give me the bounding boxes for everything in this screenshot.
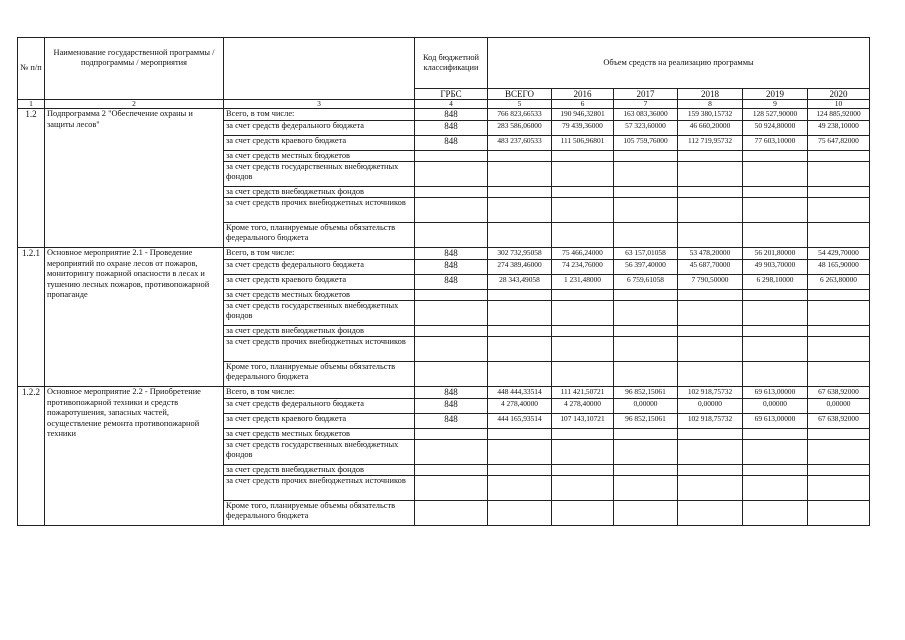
year-2017-cell: 96 852,15061 [614, 414, 678, 429]
grbs-cell [415, 501, 488, 526]
index-cell: 10 [808, 100, 870, 109]
funding-source: за счет средств местных бюджетов [224, 290, 415, 301]
year-2020-cell [808, 362, 870, 387]
total-cell [488, 290, 552, 301]
year-2019-cell [743, 223, 808, 248]
year-2017-cell: 6 759,61058 [614, 275, 678, 290]
year-2016-cell [552, 301, 614, 326]
year-2020-cell [808, 501, 870, 526]
program-funding-table [17, 37, 870, 526]
grbs-cell: 848 [415, 136, 488, 151]
item-name: Подпрограмма 2 "Обеспечение охраны и защиты лесов" [45, 109, 224, 248]
year-2020-header: 2020 [808, 89, 870, 100]
grbs-cell [415, 337, 488, 362]
year-2018-cell [678, 151, 743, 162]
funding-source: за счет средств федерального бюджета [224, 399, 415, 414]
year-2017-cell: 0,00000 [614, 399, 678, 414]
funding-source: за счет средств внебюджетных фондов [224, 326, 415, 337]
year-2019-cell [743, 440, 808, 465]
year-2018-cell: 159 380,15732 [678, 109, 743, 121]
grbs-cell [415, 301, 488, 326]
index-cell: 4 [415, 100, 488, 109]
year-2016-cell [552, 476, 614, 501]
grbs-cell: 848 [415, 414, 488, 429]
total-cell [488, 429, 552, 440]
grbs-cell [415, 440, 488, 465]
year-2018-header: 2018 [678, 89, 743, 100]
year-2017-cell [614, 223, 678, 248]
year-2020-cell [808, 429, 870, 440]
year-2018-cell: 102 918,75732 [678, 414, 743, 429]
year-2016-cell [552, 223, 614, 248]
funding-source: за счет средств местных бюджетов [224, 151, 415, 162]
total-cell [488, 301, 552, 326]
funding-source: за счет средств краевого бюджета [224, 275, 415, 290]
total-cell: 4 278,40000 [488, 399, 552, 414]
year-2020-cell: 49 238,10000 [808, 121, 870, 136]
year-2020-cell [808, 476, 870, 501]
grbs-cell [415, 223, 488, 248]
year-2018-cell [678, 337, 743, 362]
year-2020-cell [808, 301, 870, 326]
table-row [18, 387, 870, 399]
index-cell: 9 [743, 100, 808, 109]
year-2018-cell [678, 162, 743, 187]
year-2017-cell: 105 759,76000 [614, 136, 678, 151]
year-2017-cell [614, 151, 678, 162]
year-2017-cell [614, 362, 678, 387]
year-2018-cell [678, 326, 743, 337]
grbs-cell [415, 198, 488, 223]
total-header: ВСЕГО [488, 89, 552, 100]
funding-source: за счет средств внебюджетных фондов [224, 465, 415, 476]
year-2016-cell [552, 501, 614, 526]
year-2016-cell [552, 429, 614, 440]
year-2017-cell [614, 429, 678, 440]
year-2020-cell: 67 638,92000 [808, 414, 870, 429]
funding-source: Всего, в том числе: [224, 109, 415, 121]
year-2017-cell [614, 198, 678, 223]
year-2020-cell [808, 187, 870, 198]
grbs-cell [415, 151, 488, 162]
table-row [18, 248, 870, 260]
year-2017-cell [614, 501, 678, 526]
year-2017-cell [614, 290, 678, 301]
year-2019-cell [743, 429, 808, 440]
item-name: Основное мероприятие 2.2 - Приобретение противопожарной техники и средств пожаротушения, запасных частей, осуществление ремонта противопожарной техники [45, 387, 224, 526]
total-cell: 448 444,33514 [488, 387, 552, 399]
year-2017-cell [614, 440, 678, 465]
year-2018-cell [678, 223, 743, 248]
year-2019-cell [743, 362, 808, 387]
total-cell [488, 198, 552, 223]
grbs-header: ГРБС [415, 89, 488, 100]
year-2017-cell: 163 083,36000 [614, 109, 678, 121]
year-2016-cell: 74 234,76000 [552, 260, 614, 275]
funding-source: за счет средств федерального бюджета [224, 121, 415, 136]
index-cell: 5 [488, 100, 552, 109]
year-2018-cell: 45 687,70000 [678, 260, 743, 275]
year-2016-cell [552, 290, 614, 301]
year-2020-cell: 0,00000 [808, 399, 870, 414]
year-2017-cell [614, 465, 678, 476]
total-cell [488, 326, 552, 337]
total-cell [488, 465, 552, 476]
funding-source: Кроме того, планируемые объемы обязательств федерального бюджета [224, 362, 415, 387]
year-2017-cell: 63 157,01058 [614, 248, 678, 260]
year-2019-cell: 49 903,70000 [743, 260, 808, 275]
year-2019-cell: 6 298,10000 [743, 275, 808, 290]
grbs-cell [415, 362, 488, 387]
year-2016-cell [552, 465, 614, 476]
total-cell: 483 237,60533 [488, 136, 552, 151]
funding-source: за счет средств прочих внебюджетных источников [224, 198, 415, 223]
year-2019-cell [743, 151, 808, 162]
year-2018-cell [678, 465, 743, 476]
year-2016-cell [552, 198, 614, 223]
year-2016-cell: 75 466,24000 [552, 248, 614, 260]
year-2016-cell: 107 143,10721 [552, 414, 614, 429]
funding-source: за счет средств краевого бюджета [224, 136, 415, 151]
year-2017-cell: 56 397,40000 [614, 260, 678, 275]
item-number: 1.2.1 [18, 248, 45, 387]
funding-source: за счет средств государственных внебюджетных фондов [224, 301, 415, 326]
year-2016-cell [552, 326, 614, 337]
year-2016-cell: 79 439,36000 [552, 121, 614, 136]
total-cell [488, 151, 552, 162]
year-2020-cell [808, 326, 870, 337]
funding-source: за счет средств местных бюджетов [224, 429, 415, 440]
year-2016-cell: 190 946,32801 [552, 109, 614, 121]
year-2018-cell [678, 290, 743, 301]
year-2016-cell [552, 162, 614, 187]
total-cell [488, 223, 552, 248]
year-2018-cell: 7 790,50000 [678, 275, 743, 290]
year-2020-cell: 124 885,92000 [808, 109, 870, 121]
total-cell [488, 501, 552, 526]
funding-source: за счет средств прочих внебюджетных источников [224, 476, 415, 501]
col-no-header: № п/п [18, 38, 45, 100]
year-2019-cell: 69 613,00000 [743, 387, 808, 399]
funding-source: за счет средств прочих внебюджетных источников [224, 337, 415, 362]
year-2018-cell: 112 719,95732 [678, 136, 743, 151]
year-2019-cell [743, 187, 808, 198]
year-2016-cell [552, 187, 614, 198]
year-2017-cell [614, 476, 678, 501]
year-2018-cell [678, 187, 743, 198]
item-number: 1.2 [18, 109, 45, 248]
year-2018-cell: 46 660,20000 [678, 121, 743, 136]
funding-source: Кроме того, планируемые объемы обязательств федерального бюджета [224, 223, 415, 248]
total-cell: 283 586,06000 [488, 121, 552, 136]
item-name: Основное мероприятие 2.1 - Проведение мероприятий по охране лесов от пожаров, мониторингу пожарной опасности в лесах и тушению лесных пожаров, противопожарной пропаганде [45, 248, 224, 387]
total-cell: 28 343,49058 [488, 275, 552, 290]
year-2019-cell: 77 603,10000 [743, 136, 808, 151]
year-2020-cell: 6 263,80000 [808, 275, 870, 290]
funding-source: за счет средств государственных внебюджетных фондов [224, 440, 415, 465]
year-2017-cell [614, 326, 678, 337]
year-2018-cell [678, 301, 743, 326]
grbs-cell [415, 162, 488, 187]
year-2019-cell [743, 198, 808, 223]
year-2016-cell: 1 231,48000 [552, 275, 614, 290]
year-2017-cell [614, 301, 678, 326]
total-cell: 302 732,95058 [488, 248, 552, 260]
funding-source: Кроме того, планируемые объемы обязательств федерального бюджета [224, 501, 415, 526]
year-2017-header: 2017 [614, 89, 678, 100]
year-2018-cell [678, 362, 743, 387]
col-name-header: Наименование государственной программы / подпрограммы / мероприятия [45, 38, 224, 100]
grbs-cell [415, 476, 488, 501]
year-2018-cell [678, 501, 743, 526]
year-2020-cell [808, 223, 870, 248]
total-cell: 444 165,93514 [488, 414, 552, 429]
table-row [18, 109, 870, 121]
grbs-cell [415, 465, 488, 476]
year-2016-header: 2016 [552, 89, 614, 100]
year-2018-cell: 102 918,75732 [678, 387, 743, 399]
total-cell [488, 187, 552, 198]
year-2020-cell [808, 337, 870, 362]
year-2018-cell [678, 440, 743, 465]
index-cell: 1 [18, 100, 45, 109]
year-2019-cell: 69 613,00000 [743, 414, 808, 429]
grbs-cell: 848 [415, 387, 488, 399]
col-code-header: Код бюджетной классификации [415, 38, 488, 89]
index-cell: 7 [614, 100, 678, 109]
year-2018-cell [678, 476, 743, 501]
total-cell [488, 476, 552, 501]
total-cell [488, 162, 552, 187]
year-2019-cell [743, 326, 808, 337]
year-2016-cell: 111 506,96801 [552, 136, 614, 151]
header-row [18, 38, 870, 89]
year-2016-cell [552, 362, 614, 387]
year-2020-cell: 48 165,90000 [808, 260, 870, 275]
year-2019-cell: 50 924,80000 [743, 121, 808, 136]
year-2019-cell: 0,00000 [743, 399, 808, 414]
year-2019-cell [743, 301, 808, 326]
year-2017-cell: 96 852,15061 [614, 387, 678, 399]
total-cell [488, 337, 552, 362]
grbs-cell: 848 [415, 248, 488, 260]
year-2016-cell [552, 440, 614, 465]
year-2020-cell [808, 440, 870, 465]
total-cell [488, 362, 552, 387]
funding-source: за счет средств краевого бюджета [224, 414, 415, 429]
total-cell: 766 823,66533 [488, 109, 552, 121]
funding-source: Всего, в том числе: [224, 387, 415, 399]
year-2019-cell: 128 527,90000 [743, 109, 808, 121]
grbs-cell [415, 187, 488, 198]
year-2018-cell [678, 198, 743, 223]
year-2019-cell [743, 476, 808, 501]
grbs-cell [415, 290, 488, 301]
year-2020-cell [808, 465, 870, 476]
year-2019-cell [743, 501, 808, 526]
year-2017-cell [614, 337, 678, 362]
year-2017-cell [614, 187, 678, 198]
index-cell: 2 [45, 100, 224, 109]
grbs-cell [415, 429, 488, 440]
grbs-cell: 848 [415, 121, 488, 136]
year-2020-cell: 67 638,92000 [808, 387, 870, 399]
year-2019-cell: 56 201,80000 [743, 248, 808, 260]
funding-source: Всего, в том числе: [224, 248, 415, 260]
col-description-header [224, 38, 415, 100]
year-2020-cell: 75 647,82000 [808, 136, 870, 151]
year-2019-cell [743, 162, 808, 187]
year-2016-cell: 4 278,40000 [552, 399, 614, 414]
year-2017-cell [614, 162, 678, 187]
year-2016-cell [552, 151, 614, 162]
year-2016-cell [552, 337, 614, 362]
year-2020-cell: 54 429,70000 [808, 248, 870, 260]
funding-source: за счет средств внебюджетных фондов [224, 187, 415, 198]
grbs-cell: 848 [415, 275, 488, 290]
grbs-cell: 848 [415, 399, 488, 414]
grbs-cell: 848 [415, 109, 488, 121]
grbs-cell: 848 [415, 260, 488, 275]
year-2018-cell [678, 429, 743, 440]
index-cell: 3 [224, 100, 415, 109]
year-2018-cell: 0,00000 [678, 399, 743, 414]
funding-source: за счет средств государственных внебюджетных фондов [224, 162, 415, 187]
col-volume-header: Объем средств на реализацию программы [488, 38, 870, 89]
year-2018-cell: 53 478,20000 [678, 248, 743, 260]
index-cell: 6 [552, 100, 614, 109]
year-2017-cell: 57 323,60000 [614, 121, 678, 136]
total-cell [488, 440, 552, 465]
item-number: 1.2.2 [18, 387, 45, 526]
total-cell: 274 389,46000 [488, 260, 552, 275]
grbs-cell [415, 326, 488, 337]
year-2020-cell [808, 162, 870, 187]
year-2019-cell [743, 290, 808, 301]
year-2019-header: 2019 [743, 89, 808, 100]
year-2020-cell [808, 151, 870, 162]
index-cell: 8 [678, 100, 743, 109]
year-2019-cell [743, 465, 808, 476]
year-2016-cell: 111 421,50721 [552, 387, 614, 399]
year-2020-cell [808, 198, 870, 223]
funding-source: за счет средств федерального бюджета [224, 260, 415, 275]
index-row [18, 100, 870, 109]
year-2019-cell [743, 337, 808, 362]
year-2020-cell [808, 290, 870, 301]
